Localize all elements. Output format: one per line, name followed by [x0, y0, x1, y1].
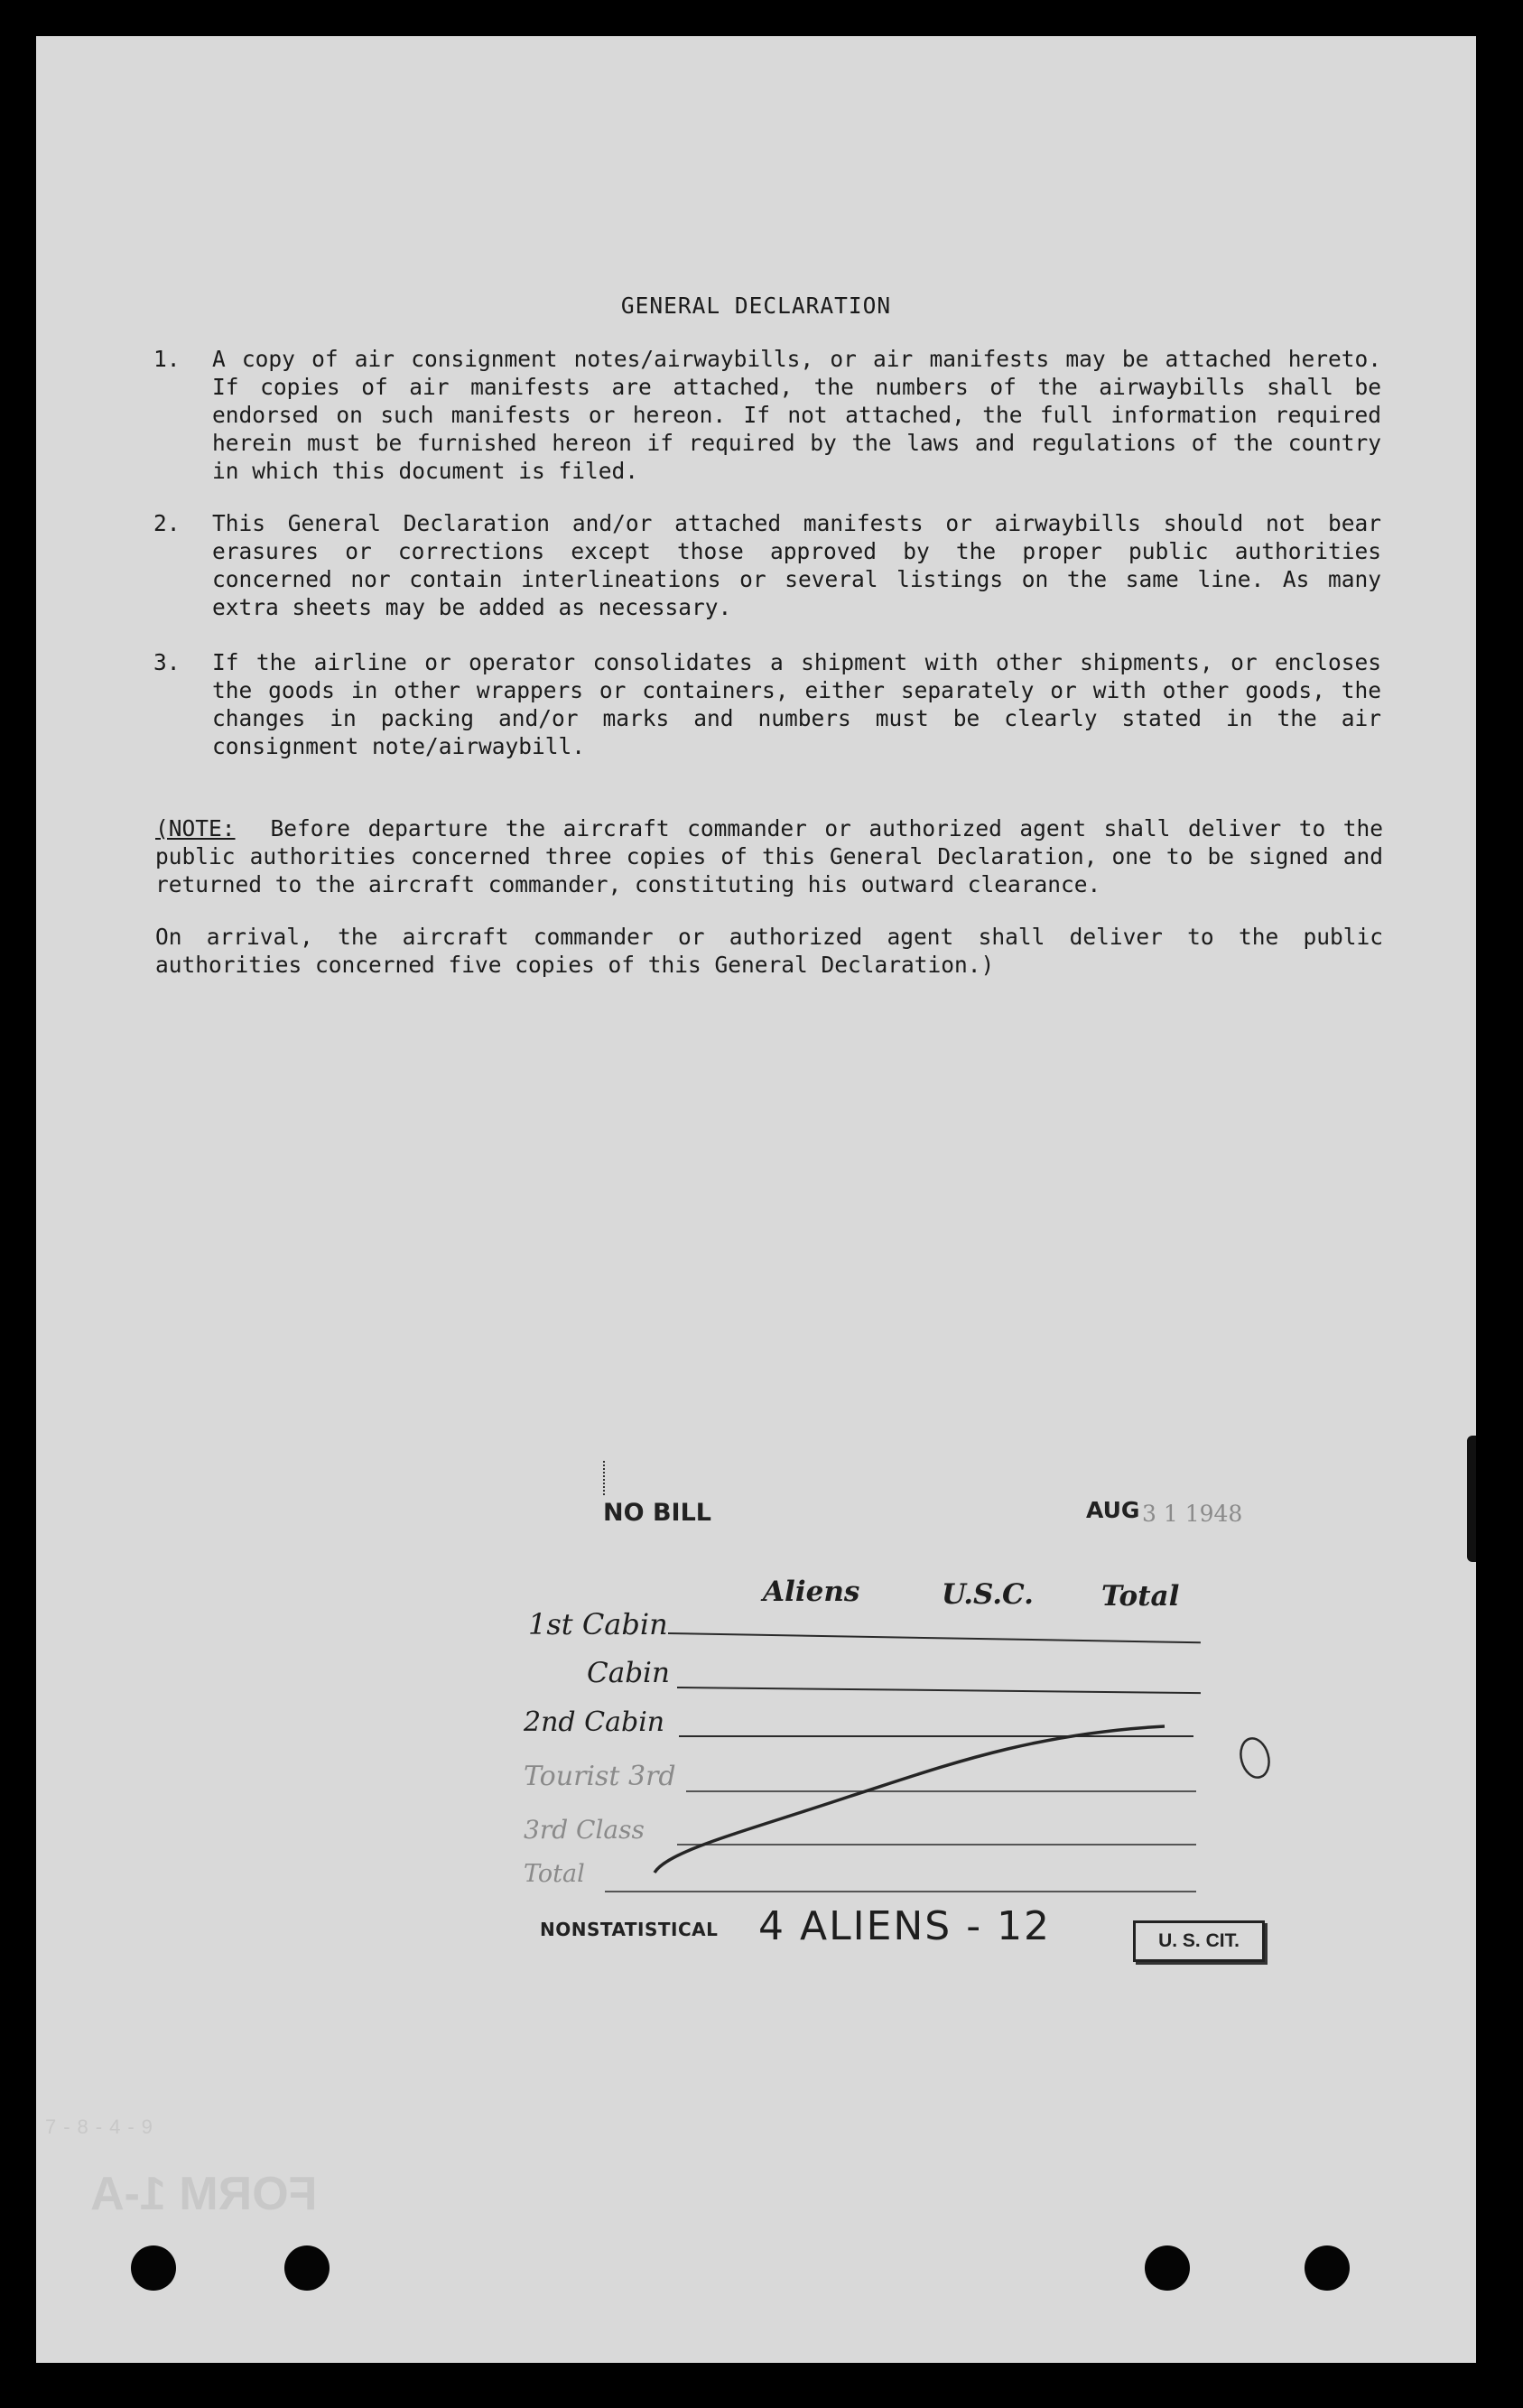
row-second-cabin: 2nd Cabin	[524, 1706, 665, 1738]
row-third-class: 3rd Class	[524, 1815, 645, 1845]
row-first-cabin: 1st Cabin	[528, 1607, 668, 1641]
item-text: If the airline or operator consolidates a shipment with other shipments, or encloses the goods in other wrappers or containers, either separately or with other goods, the changes in packing and/or marks and numbers must be clearly stated in the air consignment note/airwaybill.	[212, 649, 1381, 759]
punch-hole-icon	[284, 2245, 330, 2291]
note-text: Before departure the aircraft commander or authorized agent shall deliver to the public authorities concerned three copies of this General Declaration, one to be signed and returned to the aircraft commander, constituting his outward clearance.	[155, 815, 1383, 897]
nonstatistical-label: NONSTATISTICAL	[540, 1919, 719, 1940]
handwritten-aliens-note: 4 ALIENS - 12	[758, 1903, 1052, 1949]
handwritten-strike-line	[36, 36, 1476, 2363]
bleed-through-form-name: FORM 1-A	[90, 2168, 318, 2220]
us-cit-box: U. S. CIT.	[1133, 1920, 1265, 1962]
bleed-through-form-number: 7-8-4-9	[45, 2115, 160, 2138]
document-title: GENERAL DECLARATION	[620, 293, 892, 319]
punch-hole-icon	[131, 2245, 176, 2291]
row-cabin: Cabin	[587, 1657, 670, 1689]
edge-tab	[1467, 1436, 1476, 1562]
arrival-paragraph: On arrival, the aircraft commander or authorized agent shall deliver to the public authorities concerned five copies of this General Declaration.)	[155, 924, 1383, 978]
item-number: 3.	[153, 649, 181, 675]
punch-hole-icon	[1145, 2245, 1190, 2291]
no-bill-stamp: NO BILL	[603, 1499, 711, 1527]
date-stamp-day-year: 3 1 1948	[1142, 1501, 1243, 1527]
column-usc: U.S.C.	[942, 1578, 1034, 1611]
date-stamp-month: AUG	[1086, 1497, 1140, 1523]
column-aliens: Aliens	[763, 1576, 860, 1608]
item-text: A copy of air consignment notes/airwaybills, or air manifests may be attached hereto. If copies of air manifests are attached, the numbers of the airwaybills shall be endorsed on such manifests or hereon. If not attached, the full information required herein must be furnished hereon if required by the laws and regulations of the country in which this document is filed.	[212, 346, 1381, 484]
row-total: Total	[524, 1860, 585, 1888]
item-number: 2.	[153, 510, 181, 536]
item-text: This General Declaration and/or attached manifests or airwaybills should not bear erasures or corrections except those approved by the proper public authorities concerned nor contain interlineations or several listings on the same line. As many extra sheets may be added as necessary.	[212, 510, 1381, 620]
note-label: (NOTE:	[155, 815, 236, 841]
column-total: Total	[1101, 1580, 1180, 1613]
document-page	[36, 36, 1476, 2363]
punch-hole-icon	[1305, 2245, 1350, 2291]
row-tourist-third: Tourist 3rd	[524, 1761, 676, 1792]
item-number: 1.	[153, 346, 181, 372]
